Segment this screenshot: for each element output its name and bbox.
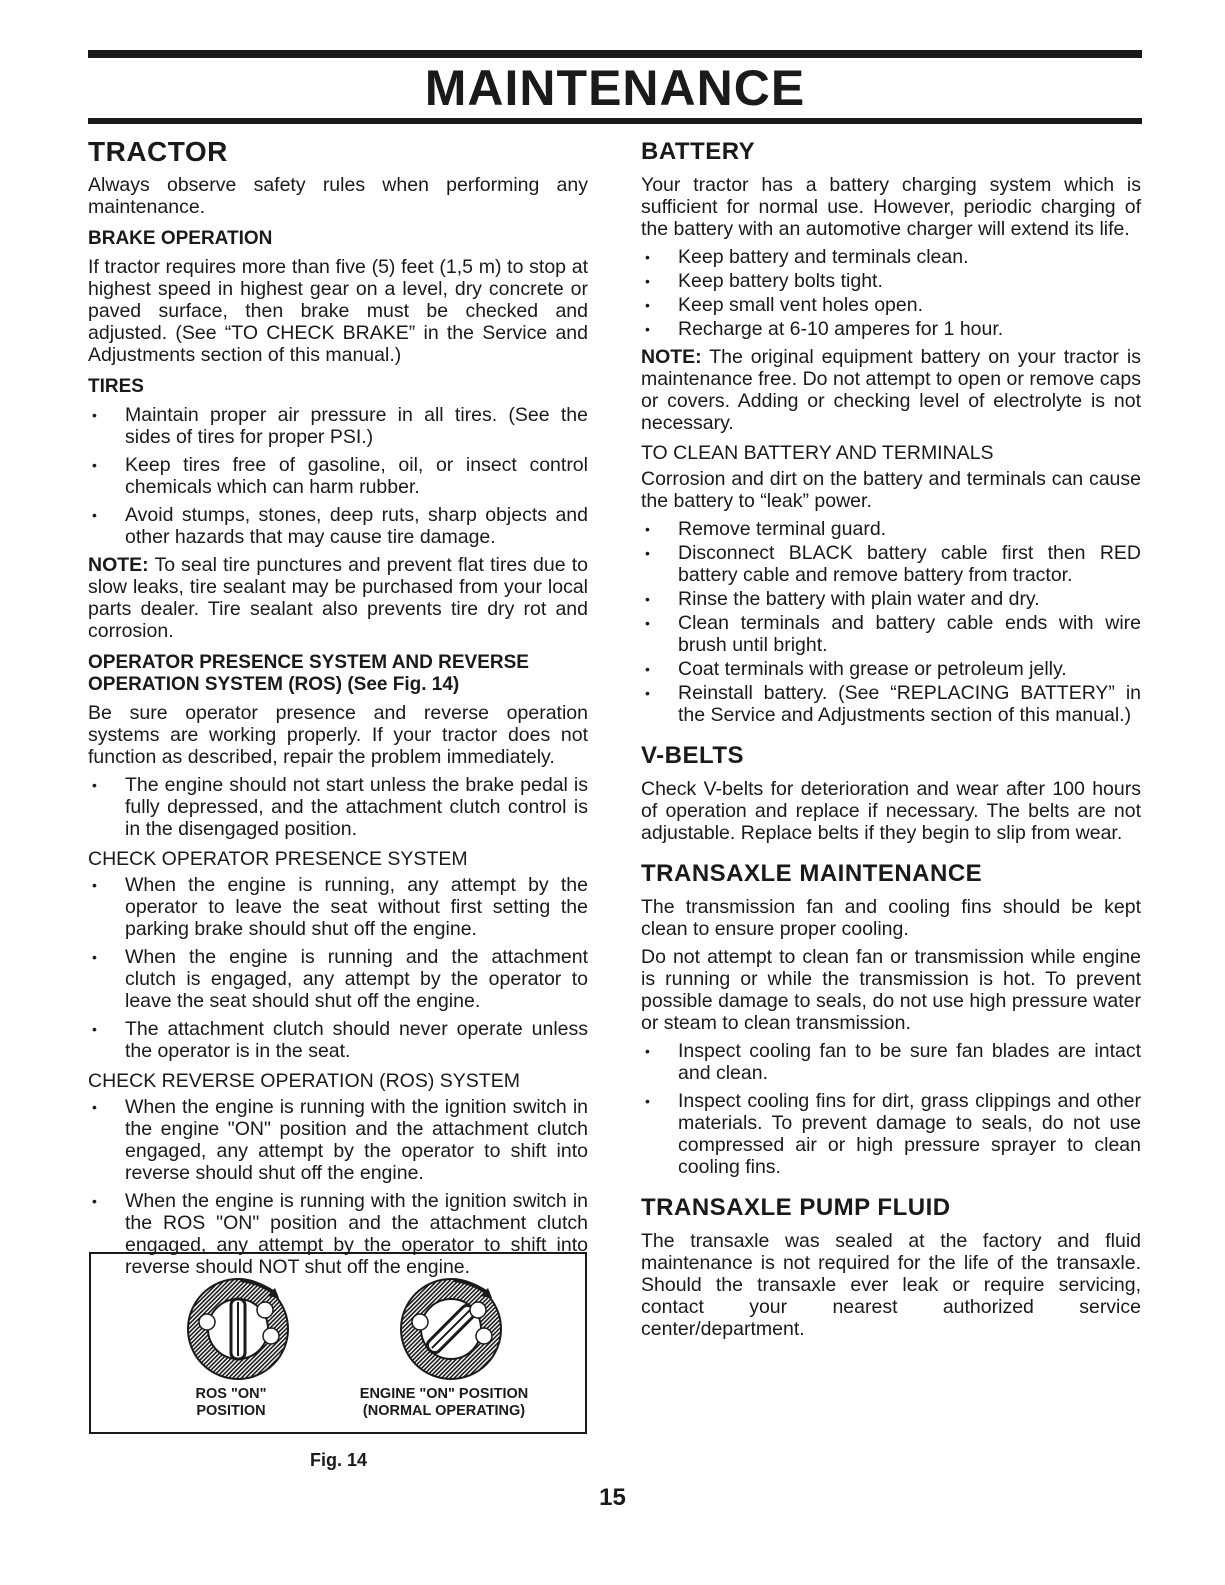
- brake-text: If tractor requires more than five (5) feet (1,5 m) to stop at highest speed in highest gear on a level, dry concrete or paved surface, then brake must be checked and adjusted. (See “TO CHECK BRAKE” in the Service and Adjustments section of this manual.): [88, 256, 588, 366]
- brake-heading: BRAKE OPERATION: [88, 228, 273, 249]
- note-label: NOTE:: [641, 346, 702, 368]
- list-item: • When the engine is running, any attempt by the operator to leave the seat without first setting the parking brake should shut off the engine.: [88, 874, 588, 940]
- left-column: [88, 136, 588, 1284]
- list-item: • Keep battery and terminals clean.: [641, 246, 1141, 268]
- section-heading-transaxle: TRANSAXLE MAINTENANCE: [641, 860, 983, 887]
- note-text: The original equipment battery on your tractor is maintenance free. Do not attempt to open or remove caps or covers. Adding or checking level of electrolyte is not necessary.: [641, 346, 1141, 434]
- ros-caption-line-1: ROS "ON": [195, 1386, 267, 1402]
- section-heading-vbelts: V-BELTS: [641, 742, 745, 769]
- list-item: • The attachment clutch should never operate unless the operator is in the seat.: [88, 1018, 588, 1062]
- list-item: • Rinse the battery with plain water and dry.: [641, 588, 1141, 610]
- transaxle-text-2: Do not attempt to clean fan or transmission while engine is running or while the transmission is hot. To prevent possible damage to seals, do not use high pressure water or steam to clean transmission.: [641, 946, 1141, 1034]
- figure-label: Fig. 14: [310, 1450, 368, 1470]
- ops-heading: OPERATOR PRESENCE SYSTEM AND REVERSE OPERATION SYSTEM (ROS) (See Fig. 14): [88, 652, 529, 695]
- battery-intro: Your tractor has a battery charging system which is sufficient for normal use. However, periodic charging of the battery with an automotive charger will extend its life.: [641, 174, 1141, 240]
- header-rule-top: [88, 50, 1142, 58]
- list-item: • Maintain proper air pressure in all tires. (See the sides of tires for proper PSI.): [88, 404, 588, 448]
- check-ops-list: [88, 874, 588, 1062]
- section-heading-tractor: TRACTOR: [88, 136, 228, 167]
- list-item: • The engine should not start unless the brake pedal is fully depressed, and the attachment clutch control is in the disengaged position.: [88, 774, 588, 840]
- tractor-intro: Always observe safety rules when performing any maintenance.: [88, 174, 588, 218]
- page-title: MAINTENANCE: [424, 60, 806, 116]
- list-item: • When the engine is running and the attachment clutch is engaged, any attempt by the operator to leave the seat should shut off the engine.: [88, 946, 588, 1012]
- ros-caption: [181, 1386, 281, 1420]
- list-item: • Avoid stumps, stones, deep ruts, sharp objects and other hazards that may cause tire damage.: [88, 504, 588, 548]
- section-heading-pump-fluid: TRANSAXLE PUMP FLUID: [641, 1194, 951, 1221]
- list-item: • Keep tires free of gasoline, oil, or insect control chemicals which can harm rubber.: [88, 454, 588, 498]
- list-item: • Disconnect BLACK battery cable first then RED battery cable and remove battery from tractor.: [641, 542, 1141, 586]
- list-item: • When the engine is running with the ignition switch in the ROS "ON" position and the attachment clutch engaged, any attempt by the operator to shift into reverse should NOT shut off the engine.: [88, 1190, 588, 1278]
- engine-caption-line-2: (NORMAL OPERATING): [362, 1403, 526, 1419]
- vbelts-text: Check V-belts for deterioration and wear after 100 hours of operation and replace if necessary. The belts are not adjustable. Replace belts if they begin to slip from wear.: [641, 778, 1141, 844]
- list-item: • Recharge at 6-10 amperes for 1 hour.: [641, 318, 1141, 340]
- note-label: NOTE:: [88, 554, 149, 576]
- page-number: 15: [599, 1484, 626, 1511]
- list-item: • Remove terminal guard.: [641, 518, 1141, 540]
- check-ros-list: [88, 1096, 588, 1278]
- engine-caption-line-1: ENGINE "ON" POSITION: [359, 1386, 529, 1402]
- list-item: • Inspect cooling fins for dirt, grass clippings and other materials. To prevent damage to seals, do not use compressed air or high pressure sprayer to clean cooling fins.: [641, 1090, 1141, 1178]
- list-item: • Keep small vent holes open.: [641, 294, 1141, 316]
- ros-caption-line-2: POSITION: [196, 1403, 266, 1419]
- clean-battery-intro: Corrosion and dirt on the battery and terminals can cause the battery to “leak” power.: [641, 468, 1141, 512]
- note-text: To seal tire punctures and prevent flat tires due to slow leaks, tire sealant may be purchased from your local parts dealer. Tire sealant also prevents tire dry rot and corrosion.: [88, 554, 588, 642]
- clean-battery-heading: TO CLEAN BATTERY AND TERMINALS: [641, 442, 994, 464]
- tires-heading: TIRES: [88, 376, 144, 397]
- list-item: • Keep battery bolts tight.: [641, 270, 1141, 292]
- list-item: • When the engine is running with the ignition switch in the engine "ON" position and the attachment clutch engaged, any attempt by the operator to shift into reverse should shut off the engine.: [88, 1096, 588, 1184]
- ignition-switch-ros-icon: [183, 1274, 293, 1384]
- battery-list: [641, 246, 1141, 340]
- ops-list: [88, 774, 588, 840]
- ops-text: Be sure operator presence and reverse operation systems are working properly. If your tractor does not function as described, repair the problem immediately.: [88, 702, 588, 768]
- pump-text: The transaxle was sealed at the factory and fluid maintenance is not required for the life of the transaxle. Should the transaxle ever leak or require servicing, contact your nearest authorized service center/department.: [641, 1230, 1141, 1340]
- header-rule-bottom: [88, 118, 1142, 124]
- list-item: • Reinstall battery. (See “REPLACING BATTERY” in the Service and Adjustments section of this manual.): [641, 682, 1141, 726]
- ignition-switch-engine-icon: [396, 1274, 506, 1384]
- section-heading-battery: BATTERY: [641, 138, 756, 165]
- list-item: • Clean terminals and battery cable ends with wire brush until bright.: [641, 612, 1141, 656]
- tires-note: [88, 554, 588, 642]
- check-ops-heading: CHECK OPERATOR PRESENCE SYSTEM: [88, 848, 468, 870]
- right-column: [641, 136, 1141, 1346]
- engine-caption: [329, 1386, 559, 1420]
- transaxle-list: [641, 1040, 1141, 1178]
- check-ros-heading: CHECK REVERSE OPERATION (ROS) SYSTEM: [88, 1070, 520, 1092]
- figure-14: [89, 1252, 587, 1434]
- clean-battery-list: [641, 518, 1141, 726]
- tires-list: [88, 404, 588, 548]
- list-item: • Coat terminals with grease or petroleum jelly.: [641, 658, 1141, 680]
- battery-note: [641, 346, 1141, 434]
- list-item: • Inspect cooling fan to be sure fan blades are intact and clean.: [641, 1040, 1141, 1084]
- transaxle-text-1: The transmission fan and cooling fins should be kept clean to ensure proper cooling.: [641, 896, 1141, 940]
